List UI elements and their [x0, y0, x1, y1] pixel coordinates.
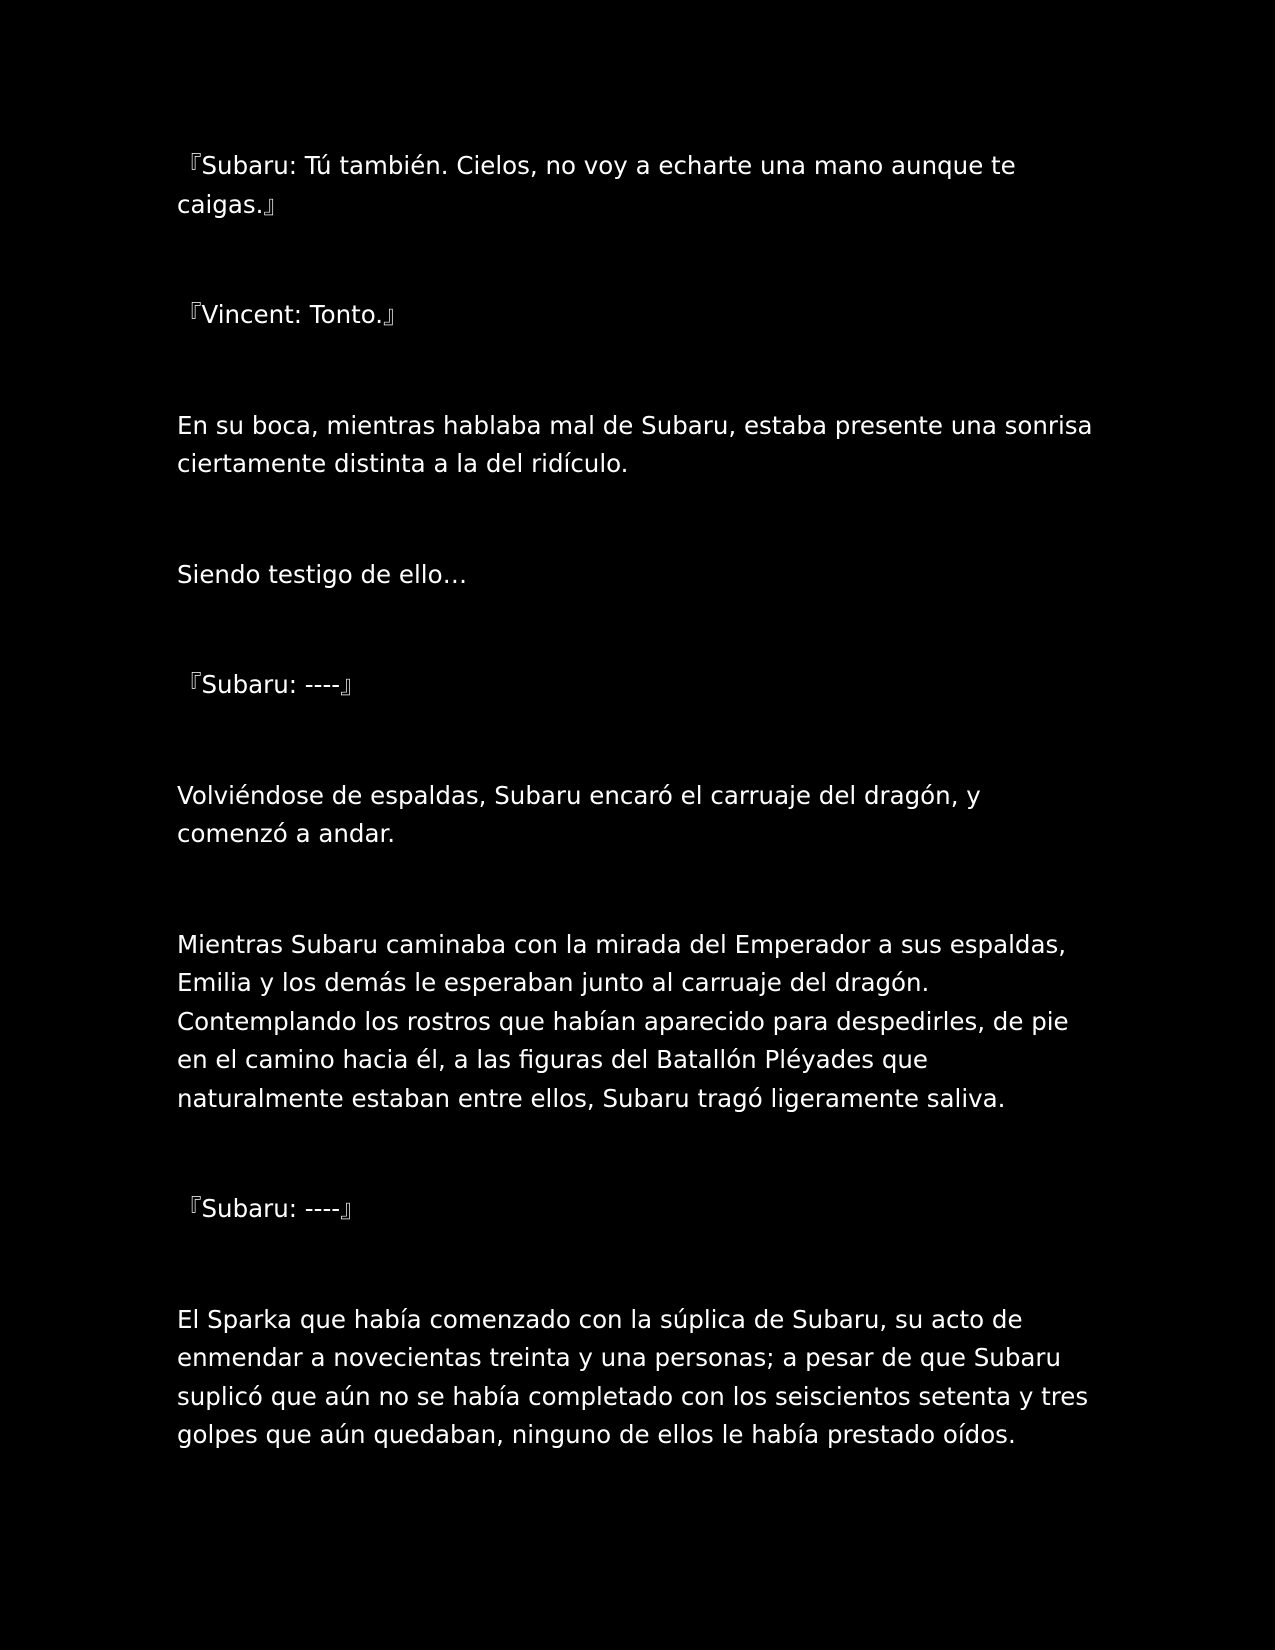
dialogue-line-subaru: 『Subaru: ----』: [177, 670, 365, 699]
dialogue-line-subaru: 『Subaru: ----』: [177, 1194, 365, 1223]
narration-paragraph: Siendo testigo de ello…: [177, 559, 468, 589]
narration-paragraph: Mientras Subaru caminaba con la mirada del Emperador a sus espaldas, Emilia y los demás le esperaban junto al carruaje del dragón. Contemplando los rostros que habían aparecido para despedirles, de pie en el camino hacia él, a las figuras del Batallón Pléyades que naturalmente estaban entre ellos, Subaru tragó ligeramente saliva.: [177, 929, 1077, 1113]
dialogue-line-subaru: 『Subaru: Tú también. Cielos, no voy a echarte una mano aunque te caigas.』: [177, 151, 1024, 219]
text-column: [177, 147, 1101, 1455]
dialogue-line-vincent: 『Vincent: Tonto.』: [177, 300, 408, 329]
narration-paragraph: El Sparka que había comenzado con la súplica de Subaru, su acto de enmendar a novecientas treinta y una personas; a pesar de que Subaru suplicó que aún no se había completado con los seiscientos setenta y tres golpes que aún quedaban, ninguno de ellos le había prestado oídos.: [177, 1304, 1096, 1449]
narration-paragraph: En su boca, mientras hablaba mal de Subaru, estaba presente una sonrisa ciertamente distinta a la del ridículo.: [177, 410, 1101, 478]
narration-paragraph: Volviéndose de espaldas, Subaru encaró el carruaje del dragón, y comenzó a andar.: [177, 780, 989, 848]
